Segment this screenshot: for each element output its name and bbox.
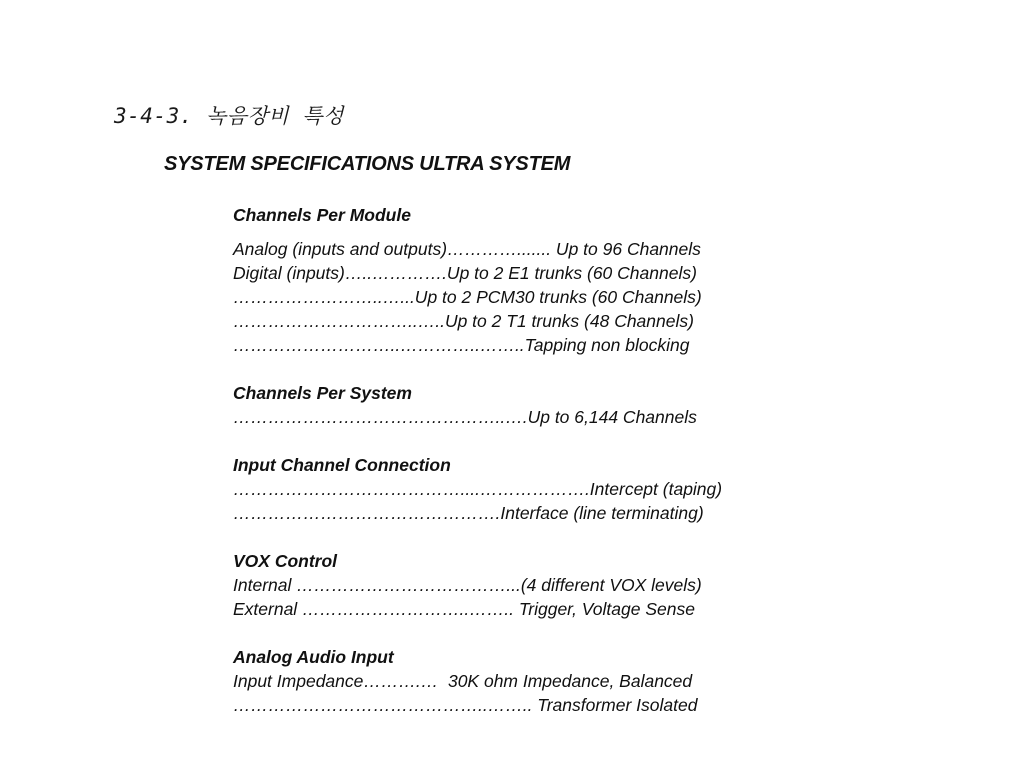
section-spacer (233, 429, 953, 453)
spec-line: …………………………………....……………….Intercept (taping) (233, 479, 723, 499)
spec-line: Input Impedance……….… 30K ohm Impedance, Balanced (233, 671, 693, 691)
spec-line: ……………………..…...Up to 2 PCM30 trunks (60 Channels) (233, 287, 702, 307)
spec-line: ………………………………………..….Up to 6,144 Channels (233, 407, 697, 427)
spec-line: …………………………..…..Up to 2 T1 trunks (48 Channels) (233, 311, 694, 331)
section-title-input-channel-connection: Input Channel Connection (233, 455, 451, 475)
spec-line: Analog (inputs and outputs)…………....... Up to 96 Channels (233, 239, 701, 259)
section-title-analog-audio-input: Analog Audio Input (233, 647, 394, 667)
spec-title: SYSTEM SPECIFICATIONS ULTRA SYSTEM (164, 153, 571, 175)
section-title-channels-per-module: Channels Per Module (233, 205, 411, 225)
section-spacer (233, 357, 953, 381)
spec-line: ……………………………………….Interface (line terminating) (233, 503, 704, 523)
spec-line: External ………………………..…….. Trigger, Voltage Sense (233, 599, 695, 619)
spec-line: Internal ………………………………...(4 different VOX levels) (233, 575, 702, 595)
section-spacer (233, 525, 953, 549)
spec-line: ……………………………………..…….. Transformer Isolated (233, 695, 698, 715)
slide-heading: 3-4-3. 녹음장비 특성 (114, 104, 344, 128)
section-title-channels-per-system: Channels Per System (233, 383, 412, 403)
spec-line: ………………………..…………..……..Tapping non blocking (233, 335, 690, 355)
section-title-vox-control: VOX Control (233, 551, 338, 571)
spec-line: Digital (inputs)…..………….Up to 2 E1 trunks (60 Channels) (233, 263, 697, 283)
section-spacer (233, 621, 953, 645)
spec-body (233, 203, 953, 717)
